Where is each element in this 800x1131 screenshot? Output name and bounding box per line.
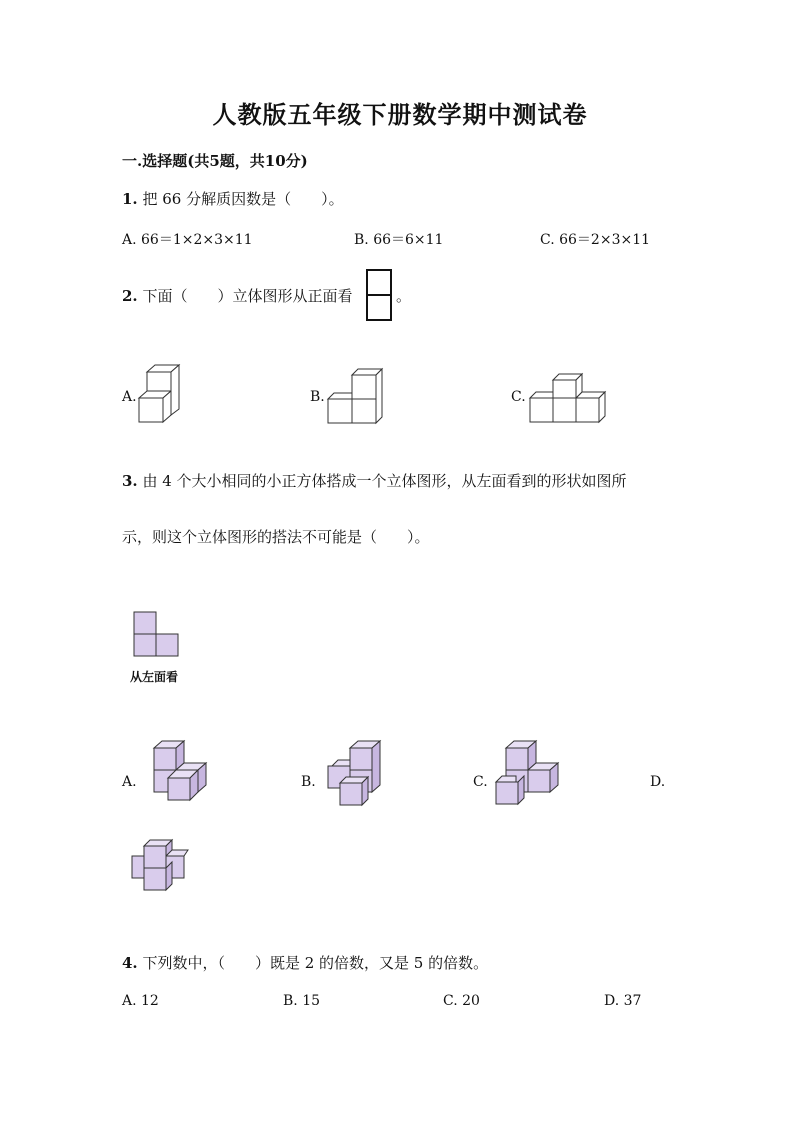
question-3: [122, 470, 627, 491]
q2-figure-b: [327, 372, 383, 424]
question-number: 3.: [122, 472, 138, 490]
question-text: 把 66 分解质因数是（ ）。: [142, 190, 344, 208]
q3-option-b[interactable]: B.: [301, 774, 316, 790]
q3-option-c[interactable]: C.: [473, 774, 488, 790]
q4-option-d[interactable]: D. 37: [604, 993, 642, 1009]
q3-figure-d: [130, 838, 190, 898]
question-3-line-2: 示，则这个立体图形的搭法不可能是（ ）。: [122, 528, 430, 546]
q3-option-d[interactable]: D.: [650, 774, 666, 790]
q2-option-a[interactable]: A.: [122, 389, 137, 405]
question-1: [122, 188, 344, 209]
q2-figure-c: [529, 373, 605, 423]
q2-option-b[interactable]: B.: [310, 389, 325, 405]
front-view-figure: [366, 269, 392, 321]
question-number: 1.: [122, 190, 138, 208]
q1-option-a[interactable]: A. 66＝1×2×3×11: [122, 232, 253, 248]
question-text: 下列数中，（ ）既是 2 的倍数，又是 5 的倍数。: [142, 954, 489, 972]
left-view-figure: [133, 611, 179, 657]
question-4: [122, 952, 488, 973]
q3-figure-a: [150, 740, 210, 802]
question-2: [122, 285, 352, 306]
question-text: 下面（ ）立体图形从正面看: [142, 287, 353, 305]
question-number: 2.: [122, 287, 138, 305]
question-text-end: 。: [396, 287, 412, 305]
q4-option-a[interactable]: A. 12: [122, 993, 159, 1009]
left-view-label: 从左面看: [130, 670, 179, 684]
q3-option-a[interactable]: A.: [122, 774, 137, 790]
page-title: 人教版五年级下册数学期中测试卷: [212, 100, 588, 129]
q4-option-b[interactable]: B. 15: [283, 993, 321, 1009]
q1-option-c[interactable]: C. 66＝2×3×11: [540, 232, 651, 248]
question-text-line-1: 由 4 个大小相同的小正方体搭成一个立体图形，从左面看到的形状如图所: [142, 472, 627, 490]
q2-option-c[interactable]: C.: [511, 389, 526, 405]
question-number: 4.: [122, 954, 138, 972]
q4-option-c[interactable]: C. 20: [443, 993, 480, 1009]
q2-figure-a: [138, 362, 180, 424]
q3-figure-c: [494, 740, 560, 806]
q3-figure-b: [322, 740, 386, 806]
q1-option-b[interactable]: B. 66＝6×11: [354, 232, 444, 248]
section-heading: 一.选择题(共5题，共10分): [122, 152, 308, 170]
